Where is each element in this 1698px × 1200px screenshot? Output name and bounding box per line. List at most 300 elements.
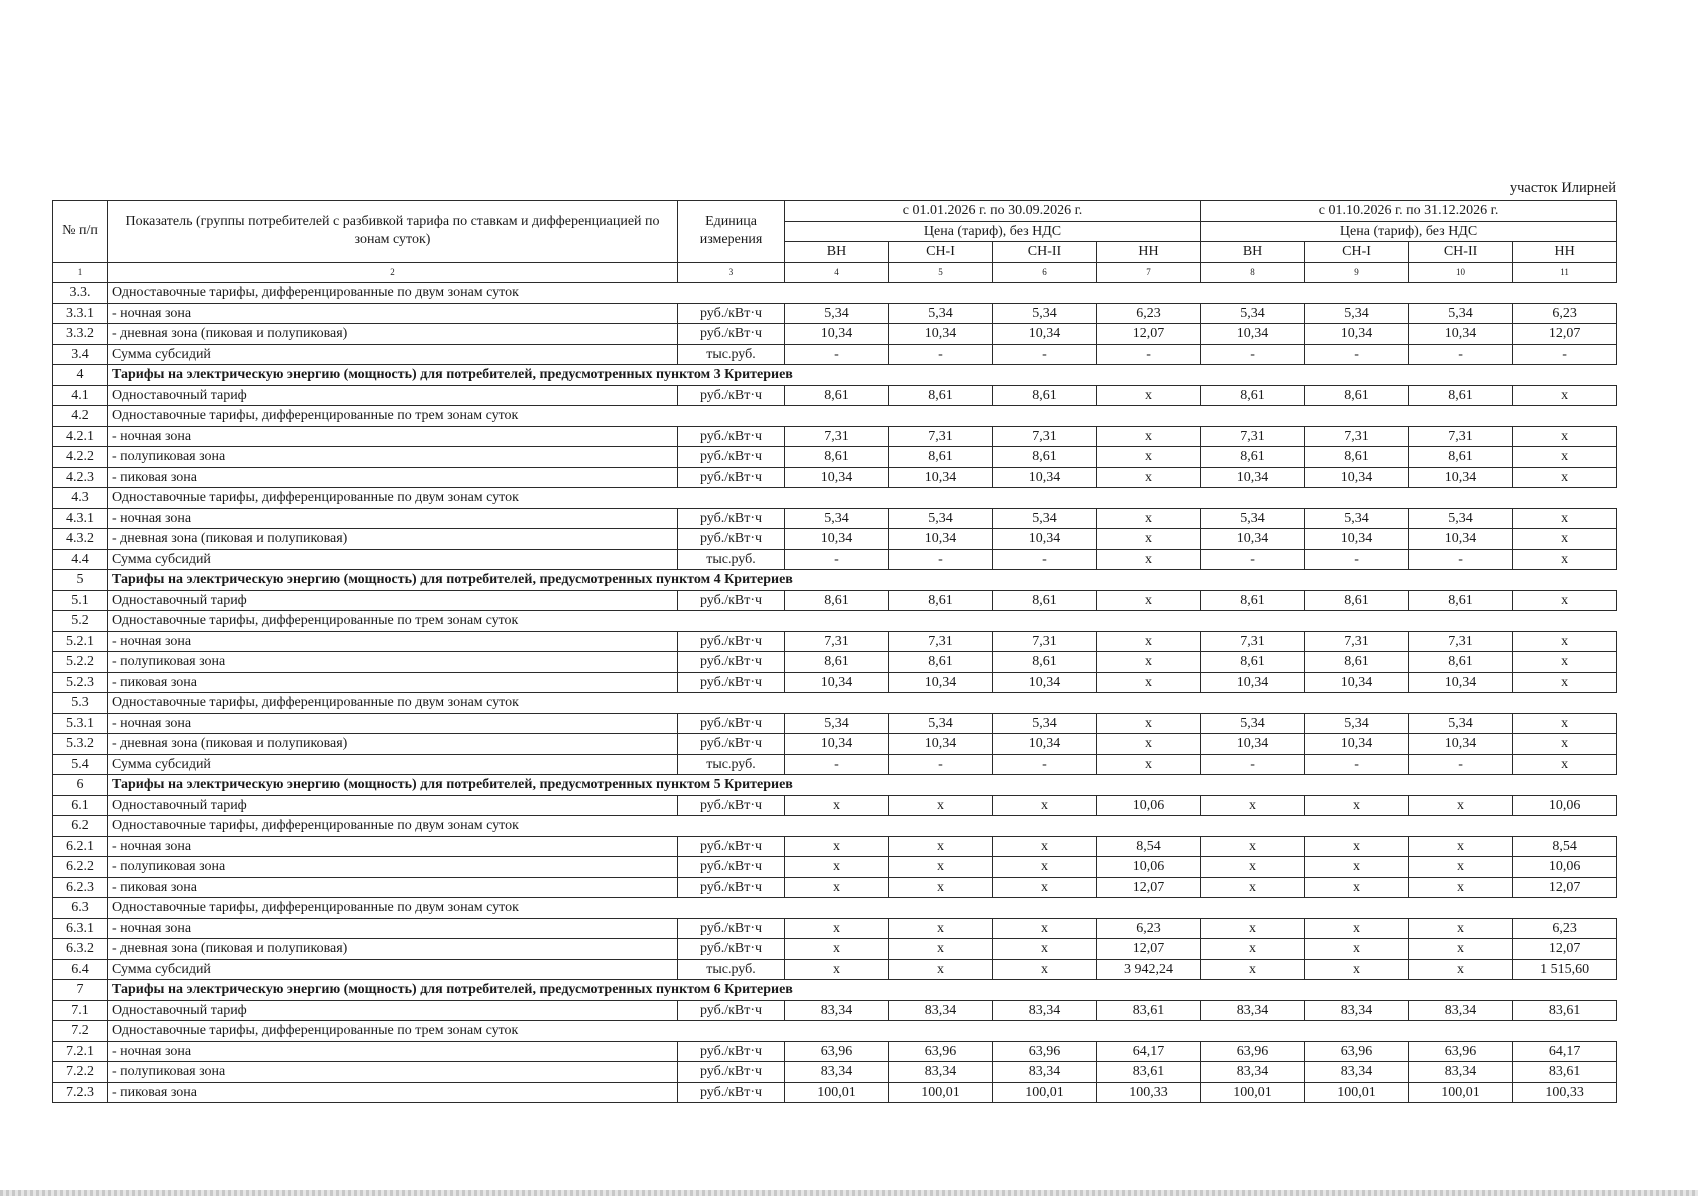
row-number: 4.2.3: [53, 467, 108, 488]
tariff-value: x: [785, 959, 889, 980]
table-row: [53, 1062, 1617, 1083]
row-indicator: - полупиковая зона: [108, 857, 678, 878]
header-level: СН-II: [993, 242, 1097, 263]
tariff-value: 10,34: [889, 467, 993, 488]
table-row: [53, 918, 1617, 939]
table-row: [53, 365, 1617, 386]
tariff-value: 8,54: [1513, 836, 1617, 857]
tariff-value: 63,96: [993, 1041, 1097, 1062]
tariff-value: 5,34: [1409, 303, 1513, 324]
tariff-value: 7,31: [785, 426, 889, 447]
row-indicator: Тарифы на электрическую энергию (мощность) для потребителей, предусмотренных пунктом 4 Критериев: [108, 570, 1617, 591]
row-unit: руб./кВт·ч: [678, 303, 785, 324]
tariff-value: 7,31: [1409, 426, 1513, 447]
tariff-value: x: [1201, 877, 1305, 898]
row-unit: руб./кВт·ч: [678, 385, 785, 406]
row-number: 7.2: [53, 1021, 108, 1042]
tariff-value: -: [1409, 344, 1513, 365]
tariff-value: x: [1097, 549, 1201, 570]
tariff-value: 5,34: [785, 508, 889, 529]
tariff-value: 10,34: [1409, 529, 1513, 550]
table-row: [53, 508, 1617, 529]
tariff-value: 1 515,60: [1513, 959, 1617, 980]
tariff-value: 10,34: [785, 734, 889, 755]
row-indicator: - ночная зона: [108, 713, 678, 734]
row-unit: руб./кВт·ч: [678, 1082, 785, 1103]
tariff-value: x: [1097, 652, 1201, 673]
row-number: 6.3.1: [53, 918, 108, 939]
tariff-value: 10,34: [1409, 672, 1513, 693]
header-level: НН: [1097, 242, 1201, 263]
tariff-value: x: [1305, 857, 1409, 878]
tariff-value: x: [993, 918, 1097, 939]
row-unit: руб./кВт·ч: [678, 1000, 785, 1021]
tariff-value: x: [1305, 836, 1409, 857]
tariff-value: 10,34: [1201, 324, 1305, 345]
tariff-value: 10,34: [1305, 467, 1409, 488]
tariff-value: 10,34: [889, 672, 993, 693]
table-row: [53, 877, 1617, 898]
row-number: 4.2.1: [53, 426, 108, 447]
row-indicator: - дневная зона (пиковая и полупиковая): [108, 324, 678, 345]
table-row: [53, 898, 1617, 919]
table-row: [53, 754, 1617, 775]
tariff-value: 10,34: [993, 672, 1097, 693]
table-row: [53, 385, 1617, 406]
tariff-value: -: [1409, 549, 1513, 570]
tariff-value: x: [1097, 447, 1201, 468]
row-indicator: Сумма субсидий: [108, 344, 678, 365]
tariff-value: x: [1097, 426, 1201, 447]
row-number: 5.2.2: [53, 652, 108, 673]
table-row: [53, 590, 1617, 611]
tariff-value: 8,61: [1409, 447, 1513, 468]
tariff-value: x: [1305, 795, 1409, 816]
row-indicator: Сумма субсидий: [108, 754, 678, 775]
tariff-value: 8,61: [785, 652, 889, 673]
column-number: 9: [1305, 262, 1409, 283]
tariff-value: 12,07: [1097, 939, 1201, 960]
tariff-value: x: [993, 959, 1097, 980]
tariff-value: x: [785, 857, 889, 878]
tariff-value: 5,34: [889, 303, 993, 324]
tariff-value: 83,34: [1201, 1000, 1305, 1021]
row-indicator: Одноставочные тарифы, дифференцированные по трем зонам суток: [108, 1021, 1617, 1042]
tariff-value: x: [1513, 734, 1617, 755]
tariff-value: 8,61: [993, 447, 1097, 468]
column-number: 3: [678, 262, 785, 283]
tariff-value: -: [1305, 754, 1409, 775]
tariff-value: 10,34: [1201, 734, 1305, 755]
row-unit: руб./кВт·ч: [678, 672, 785, 693]
tariff-value: x: [1513, 447, 1617, 468]
header-level: НН: [1513, 242, 1617, 263]
row-indicator: Одноставочные тарифы, дифференцированные по трем зонам суток: [108, 611, 1617, 632]
tariff-value: -: [1201, 754, 1305, 775]
row-indicator: Одноставочный тариф: [108, 590, 678, 611]
row-indicator: Одноставочные тарифы, дифференцированные по трем зонам суток: [108, 406, 1617, 427]
tariff-value: x: [1513, 652, 1617, 673]
row-number: 4.1: [53, 385, 108, 406]
tariff-value: 8,61: [1201, 652, 1305, 673]
row-number: 4.4: [53, 549, 108, 570]
column-number: 4: [785, 262, 889, 283]
table-row: [53, 447, 1617, 468]
tariff-value: x: [785, 836, 889, 857]
tariff-value: 7,31: [1409, 631, 1513, 652]
table-row: [53, 693, 1617, 714]
row-unit: тыс.руб.: [678, 344, 785, 365]
tariff-value: 5,34: [1409, 508, 1513, 529]
row-unit: руб./кВт·ч: [678, 939, 785, 960]
row-number: 4.2: [53, 406, 108, 427]
tariff-value: 8,61: [1409, 385, 1513, 406]
row-number: 7.1: [53, 1000, 108, 1021]
tariff-value: -: [993, 344, 1097, 365]
tariff-value: 5,34: [889, 508, 993, 529]
tariff-value: 5,34: [785, 713, 889, 734]
tariff-value: 7,31: [993, 631, 1097, 652]
tariff-value: 8,61: [1305, 590, 1409, 611]
tariff-value: 10,34: [1201, 467, 1305, 488]
tariff-value: 6,23: [1513, 303, 1617, 324]
row-unit: руб./кВт·ч: [678, 918, 785, 939]
tariff-value: 5,34: [993, 508, 1097, 529]
column-number: 10: [1409, 262, 1513, 283]
tariff-value: -: [1513, 344, 1617, 365]
tariff-value: 10,34: [993, 529, 1097, 550]
header-level: ВН: [1201, 242, 1305, 263]
tariff-value: 100,33: [1097, 1082, 1201, 1103]
row-number: 6.2: [53, 816, 108, 837]
table-row: [53, 324, 1617, 345]
tariff-value: x: [889, 939, 993, 960]
tariff-value: 63,96: [1409, 1041, 1513, 1062]
tariff-value: 100,01: [1409, 1082, 1513, 1103]
tariff-value: x: [993, 857, 1097, 878]
tariff-value: -: [993, 754, 1097, 775]
tariff-value: 64,17: [1097, 1041, 1201, 1062]
tariff-value: x: [1513, 426, 1617, 447]
tariff-value: 10,34: [889, 734, 993, 755]
row-number: 6.2.1: [53, 836, 108, 857]
tariff-value: 8,61: [1201, 447, 1305, 468]
column-number: 1: [53, 262, 108, 283]
row-indicator: Одноставочный тариф: [108, 1000, 678, 1021]
tariff-value: x: [1513, 508, 1617, 529]
header-level: СН-I: [1305, 242, 1409, 263]
table-row: [53, 283, 1617, 304]
tariff-value: 83,61: [1513, 1000, 1617, 1021]
row-unit: тыс.руб.: [678, 754, 785, 775]
tariff-value: 83,34: [1305, 1000, 1409, 1021]
tariff-value: 83,34: [889, 1000, 993, 1021]
tariff-value: 10,06: [1513, 795, 1617, 816]
row-number: 3.4: [53, 344, 108, 365]
table-row: [53, 795, 1617, 816]
tariff-value: 5,34: [1305, 303, 1409, 324]
row-unit: тыс.руб.: [678, 959, 785, 980]
tariff-value: x: [1513, 631, 1617, 652]
row-unit: руб./кВт·ч: [678, 447, 785, 468]
row-indicator: Одноставочные тарифы, дифференцированные по двум зонам суток: [108, 488, 1617, 509]
tariff-value: 10,34: [785, 467, 889, 488]
tariff-value: -: [785, 549, 889, 570]
tariff-value: -: [889, 344, 993, 365]
tariff-value: x: [1097, 590, 1201, 611]
tariff-value: x: [1097, 529, 1201, 550]
row-number: 7.2.1: [53, 1041, 108, 1062]
row-number: 6.3: [53, 898, 108, 919]
tariff-value: 10,34: [1305, 324, 1409, 345]
tariff-value: x: [993, 795, 1097, 816]
tariff-value: 5,34: [993, 713, 1097, 734]
tariff-value: 8,61: [993, 590, 1097, 611]
tariff-value: 10,34: [1201, 672, 1305, 693]
row-number: 6.4: [53, 959, 108, 980]
tariff-value: 5,34: [1201, 303, 1305, 324]
row-number: 7.2.2: [53, 1062, 108, 1083]
row-unit: руб./кВт·ч: [678, 508, 785, 529]
tariff-value: 100,01: [1305, 1082, 1409, 1103]
row-indicator: Одноставочные тарифы, дифференцированные по двум зонам суток: [108, 816, 1617, 837]
tariff-value: 5,34: [889, 713, 993, 734]
tariff-value: 83,34: [993, 1062, 1097, 1083]
row-number: 4.3.2: [53, 529, 108, 550]
tariff-value: 6,23: [1097, 303, 1201, 324]
row-indicator: - ночная зона: [108, 836, 678, 857]
tariff-value: x: [1513, 549, 1617, 570]
table-row: [53, 1082, 1617, 1103]
row-unit: руб./кВт·ч: [678, 324, 785, 345]
header-period-1: с 01.01.2026 г. по 30.09.2026 г.: [785, 201, 1201, 222]
row-number: 5.3.2: [53, 734, 108, 755]
row-unit: руб./кВт·ч: [678, 631, 785, 652]
table-row: [53, 406, 1617, 427]
tariff-value: 10,34: [889, 324, 993, 345]
tariff-value: x: [889, 795, 993, 816]
tariff-value: 12,07: [1097, 877, 1201, 898]
tariff-value: 100,01: [993, 1082, 1097, 1103]
tariff-value: 83,34: [1305, 1062, 1409, 1083]
row-unit: руб./кВт·ч: [678, 795, 785, 816]
header-num: № п/п: [53, 201, 108, 263]
row-unit: руб./кВт·ч: [678, 467, 785, 488]
tariff-value: x: [1409, 836, 1513, 857]
tariff-value: 6,23: [1513, 918, 1617, 939]
row-indicator: - ночная зона: [108, 918, 678, 939]
tariff-value: 10,34: [1409, 467, 1513, 488]
row-number: 4.3: [53, 488, 108, 509]
tariff-value: -: [1305, 549, 1409, 570]
column-number: 5: [889, 262, 993, 283]
tariff-value: 5,34: [785, 303, 889, 324]
row-number: 6.2.2: [53, 857, 108, 878]
table-row: [53, 303, 1617, 324]
row-number: 5.2.1: [53, 631, 108, 652]
tariff-value: 63,96: [785, 1041, 889, 1062]
tariff-value: x: [785, 795, 889, 816]
row-indicator: Одноставочные тарифы, дифференцированные по двум зонам суток: [108, 283, 1617, 304]
row-indicator: - дневная зона (пиковая и полупиковая): [108, 529, 678, 550]
row-indicator: - полупиковая зона: [108, 447, 678, 468]
row-indicator: - пиковая зона: [108, 467, 678, 488]
tariff-value: 10,34: [785, 672, 889, 693]
tariff-value: x: [785, 918, 889, 939]
row-unit: руб./кВт·ч: [678, 877, 785, 898]
tariff-value: 8,61: [1409, 590, 1513, 611]
tariff-value: x: [1097, 734, 1201, 755]
tariff-value: x: [889, 959, 993, 980]
tariff-value: -: [889, 754, 993, 775]
tariff-value: 8,61: [1409, 652, 1513, 673]
row-indicator: Одноставочный тариф: [108, 795, 678, 816]
tariff-value: x: [1097, 754, 1201, 775]
tariff-value: 83,61: [1097, 1000, 1201, 1021]
tariff-value: x: [1409, 795, 1513, 816]
header-level: СН-II: [1409, 242, 1513, 263]
tariff-value: 8,61: [1305, 447, 1409, 468]
tariff-value: 63,96: [1305, 1041, 1409, 1062]
row-unit: руб./кВт·ч: [678, 1062, 785, 1083]
table-row: [53, 836, 1617, 857]
row-number: 6: [53, 775, 108, 796]
tariff-value: 10,34: [1409, 324, 1513, 345]
tariff-value: x: [1513, 754, 1617, 775]
tariff-value: x: [1201, 857, 1305, 878]
row-indicator: Тарифы на электрическую энергию (мощность) для потребителей, предусмотренных пунктом 3 Критериев: [108, 365, 1617, 386]
tariff-value: x: [1409, 939, 1513, 960]
row-number: 5.1: [53, 590, 108, 611]
tariff-value: x: [1513, 529, 1617, 550]
table-row: [53, 611, 1617, 632]
tariff-value: 83,34: [889, 1062, 993, 1083]
column-number: 7: [1097, 262, 1201, 283]
tariff-value: -: [1305, 344, 1409, 365]
row-number: 5.4: [53, 754, 108, 775]
tariff-value: x: [1513, 590, 1617, 611]
tariff-value: x: [993, 836, 1097, 857]
tariff-value: 10,34: [993, 734, 1097, 755]
tariff-value: 100,33: [1513, 1082, 1617, 1103]
tariff-value: 100,01: [889, 1082, 993, 1103]
tariff-value: 7,31: [1201, 631, 1305, 652]
tariff-value: -: [785, 754, 889, 775]
row-indicator: Одноставочные тарифы, дифференцированные по двум зонам суток: [108, 898, 1617, 919]
table-row: [53, 570, 1617, 591]
row-indicator: - ночная зона: [108, 631, 678, 652]
tariff-value: 8,61: [889, 590, 993, 611]
row-number: 5.3.1: [53, 713, 108, 734]
row-indicator: - дневная зона (пиковая и полупиковая): [108, 939, 678, 960]
tariff-value: x: [889, 877, 993, 898]
row-number: 6.2.3: [53, 877, 108, 898]
table-row: [53, 857, 1617, 878]
tariff-value: x: [1409, 959, 1513, 980]
tariff-value: x: [1201, 795, 1305, 816]
row-unit: руб./кВт·ч: [678, 836, 785, 857]
tariff-value: 12,07: [1513, 877, 1617, 898]
tariff-table: [52, 200, 1617, 1103]
column-number: 2: [108, 262, 678, 283]
row-indicator: - дневная зона (пиковая и полупиковая): [108, 734, 678, 755]
header-unit: Единица измерения: [678, 201, 785, 263]
tariff-value: x: [1201, 836, 1305, 857]
tariff-value: 5,34: [1201, 713, 1305, 734]
row-number: 4.2.2: [53, 447, 108, 468]
region-label: участок Илирней: [1509, 180, 1616, 196]
row-unit: руб./кВт·ч: [678, 713, 785, 734]
tariff-value: x: [1409, 918, 1513, 939]
row-indicator: - полупиковая зона: [108, 1062, 678, 1083]
tariff-value: 8,61: [1201, 590, 1305, 611]
tariff-value: 7,31: [1305, 631, 1409, 652]
tariff-value: 100,01: [1201, 1082, 1305, 1103]
table-body: [53, 283, 1617, 1103]
row-number: 4.3.1: [53, 508, 108, 529]
tariff-value: 8,61: [993, 385, 1097, 406]
tariff-value: 8,61: [1201, 385, 1305, 406]
tariff-value: x: [785, 939, 889, 960]
tariff-value: x: [1513, 385, 1617, 406]
tariff-value: -: [889, 549, 993, 570]
tariff-value: 12,07: [1097, 324, 1201, 345]
tariff-value: 8,61: [1305, 385, 1409, 406]
tariff-value: x: [1513, 713, 1617, 734]
row-number: 3.3.1: [53, 303, 108, 324]
tariff-value: x: [1513, 672, 1617, 693]
scan-edge: [0, 1190, 1698, 1196]
tariff-value: 10,06: [1097, 857, 1201, 878]
row-number: 3.3.2: [53, 324, 108, 345]
tariff-value: x: [1305, 918, 1409, 939]
table-row: [53, 344, 1617, 365]
tariff-value: -: [785, 344, 889, 365]
table-row: [53, 1041, 1617, 1062]
tariff-value: x: [889, 918, 993, 939]
tariff-value: 7,31: [889, 426, 993, 447]
row-number: 5.2: [53, 611, 108, 632]
row-indicator: - полупиковая зона: [108, 652, 678, 673]
row-unit: руб./кВт·ч: [678, 652, 785, 673]
tariff-value: 5,34: [1305, 508, 1409, 529]
tariff-value: 8,61: [889, 385, 993, 406]
tariff-value: 5,34: [1409, 713, 1513, 734]
tariff-value: 10,34: [889, 529, 993, 550]
tariff-value: 10,34: [1305, 734, 1409, 755]
row-number: 6.1: [53, 795, 108, 816]
header-price-2: Цена (тариф), без НДС: [1201, 221, 1617, 242]
table-row: [53, 1021, 1617, 1042]
table-row: [53, 672, 1617, 693]
column-number: 11: [1513, 262, 1617, 283]
header-level: ВН: [785, 242, 889, 263]
header-period-2: с 01.10.2026 г. по 31.12.2026 г.: [1201, 201, 1617, 222]
table-row: [53, 775, 1617, 796]
tariff-value: 10,34: [1305, 529, 1409, 550]
tariff-value: 7,31: [1201, 426, 1305, 447]
tariff-value: 83,34: [1201, 1062, 1305, 1083]
header-indicator: Показатель (группы потребителей с разбивкой тарифа по ставкам и дифференциацией по зонам суток): [108, 201, 678, 263]
tariff-value: 10,34: [1305, 672, 1409, 693]
row-number: 5.3: [53, 693, 108, 714]
tariff-value: x: [1097, 672, 1201, 693]
tariff-value: 8,61: [785, 447, 889, 468]
tariff-value: 83,34: [785, 1062, 889, 1083]
tariff-value: 8,61: [785, 385, 889, 406]
tariff-value: 10,34: [993, 324, 1097, 345]
tariff-value: 7,31: [889, 631, 993, 652]
